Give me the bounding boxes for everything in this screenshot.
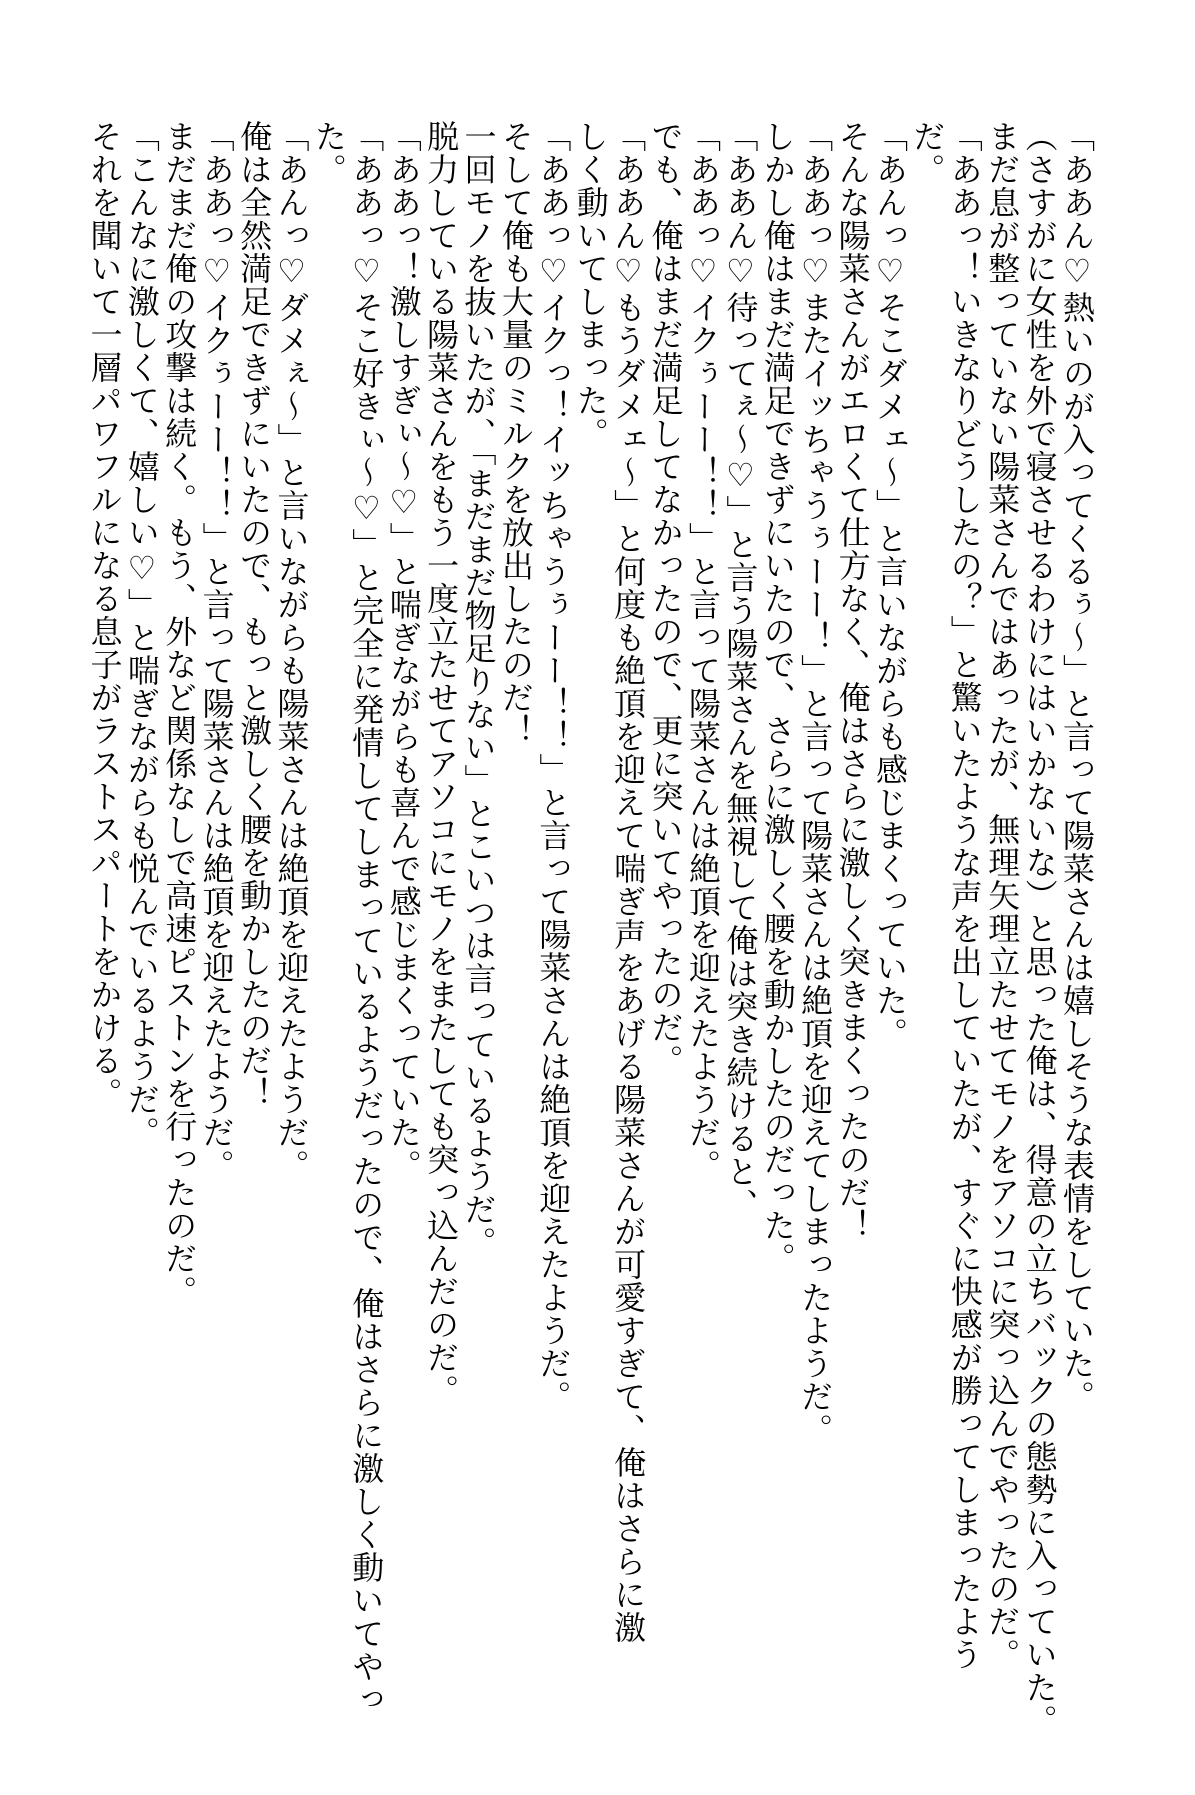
text-line: そんな陽菜さんがエロくて仕方なく、俺はさらに激しく突きまくったのだ！ (833, 120, 872, 1242)
text-line: そして俺も大量のミルクを放出したのだ！ (496, 120, 535, 747)
text-line: 「ああっ♡そこ好きぃ～♡」と完全に発情してしまっているようだったので、俺はさらに激しく動いてやっ (347, 120, 386, 1716)
text-line: しかし俺はまだ満足できずにいたので、さらに激しく腰を動かしたのだった。 (758, 120, 797, 1275)
text-line: だ。 (908, 120, 947, 186)
text-line: 「ああん♡熱いのが入ってくるぅ～」と言って陽菜さんは嬉しそうな表情をしていた。 (1058, 120, 1096, 1413)
vertical-text-body (85, 120, 1096, 1737)
text-line: 「ああっ！激しすぎぃ～♡」と喘ぎながらも喜んで感じまくっていた。 (384, 120, 423, 1182)
text-line: 「ああっ♡イクっ！イッちゃうぅーー！！」と言って陽菜さんは絶頂を迎えたようだ。 (534, 120, 573, 1413)
text-line: （さすがに女性を外で寝させるわけにはいかないな）と思った俺は、得意の立ちバックの態勢に入っていた。 (1020, 120, 1059, 1737)
text-line: 「こんなに激しくて、嬉しい♡」と喘ぎながらも悦んでいるようだ。 (122, 120, 161, 1149)
text-line: 「ああっ♡またイッちゃうぅーー！」と言って陽菜さんは絶頂を迎えてしまったようだ。 (796, 120, 835, 1446)
text-line: 「ああっ♡イクぅーー！！」と言って陽菜さんは絶頂を迎えたようだ。 (683, 120, 722, 1182)
text-line: 「ああっ♡イクぅーー！！」と言って陽菜さんは絶頂を迎えたようだ。 (197, 120, 236, 1182)
text-line: でも、俺はまだ満足してなかったので、更に突いてやったのだ。 (646, 120, 685, 1077)
text-line: 「あんっ♡そこダメェ～」と言いながらも感じまくっていた。 (870, 120, 909, 1050)
text-line: 「あんっ♡ダメぇ～」と言いながらも陽菜さんは絶頂を迎えたようだ。 (272, 120, 311, 1182)
text-line: 俺は全然満足できずにいたので、もっと激しく腰を動かしたのだ！ (235, 120, 274, 1110)
text-line: しく動いてしまった。 (571, 120, 610, 450)
text-line: 「ああん♡もうダメェ～」と何度も絶頂を迎えて喘ぎ声をあげる陽菜さんが可愛すぎて、俺はさらに激 (609, 120, 648, 1644)
text-line: 「ああっ！いきなりどうしたの？」と驚いたような声を出していたが、すぐに快感が勝ってしまったよう (945, 120, 984, 1671)
text-line: まだまだ俺の攻撃は続く。もう、外など関係なしで高速ピストンを行ったのだ。 (160, 120, 199, 1308)
text-line: た。 (309, 120, 348, 186)
text-line: 「ああん♡待ってぇ～♡」と言う陽菜さんを無視して俺は突き続けると、 (721, 120, 760, 1221)
text-line: それを聞いて一層パワフルになる息子がラストスパートをかける。 (85, 120, 124, 1110)
text-line: 一回モノを抜いたが、「まだまだ物足りない」とこいつは言っているようだ。 (459, 120, 498, 1259)
text-line: まだ息が整っていない陽菜さんではあったが、無理矢理立たせてモノをアソコに突っ込んでやったのだ。 (983, 120, 1022, 1671)
text-line: 脱力している陽菜さんをもう一度立たせてアソコにモノをまたしても突っ込んだのだ。 (422, 120, 461, 1407)
